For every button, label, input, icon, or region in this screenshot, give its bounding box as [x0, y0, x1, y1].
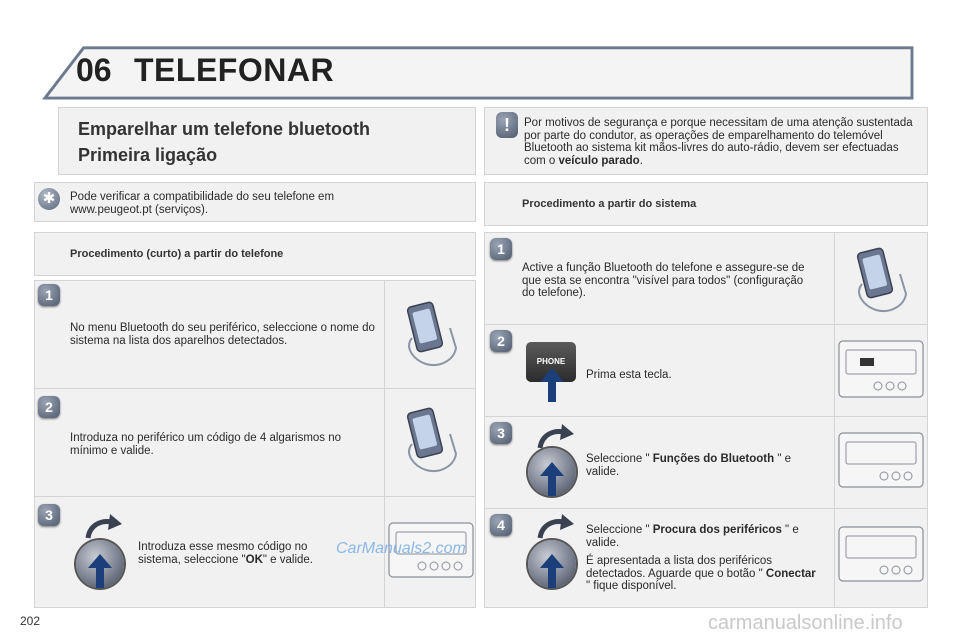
phone-key-icon: PHONE [526, 342, 576, 382]
intro-title-line1: Emparelhar um telefone bluetooth [78, 119, 371, 139]
step-divider [484, 324, 928, 325]
step-badge: 1 [38, 284, 60, 306]
step-text: Prima esta tecla. [586, 369, 672, 381]
bluetooth-functions-label: Funções do Bluetooth [652, 453, 775, 465]
step-text [586, 453, 822, 478]
chapter-number: 06 [76, 52, 112, 88]
warning-text-main: Por motivos de segurança e porque necessitam de uma atenção sustentada por parte do condutor, as operações de emparelhamento do telemóvel Bluetooth ao sistema kit mãos-livres do auto-rádio, devem ser efectuadas com o [524, 117, 913, 167]
ok-label: OK [245, 553, 263, 566]
step-text [138, 541, 338, 566]
step-divider [484, 416, 928, 417]
press-arrow-icon [540, 368, 564, 402]
watermark-bottom: carmanualsonline.info [708, 612, 903, 634]
rotate-arrow-icon [536, 514, 576, 540]
radio-unit-icon [838, 526, 924, 582]
step-text: No menu Bluetooth do seu periférico, seleccione o nome do sistema na lista dos aparelhos detectados. [70, 322, 375, 347]
warning-text-bold: veículo parado [558, 154, 640, 167]
phone-procedure-title: Procedimento (curto) a partir do telefone [70, 248, 284, 260]
step-text-end: " e valide. [586, 453, 791, 478]
step-text-main: Introduza esse mesmo código no sistema, seleccione " [138, 541, 308, 566]
step-badge: 2 [490, 330, 512, 352]
step-badge: 3 [38, 504, 60, 526]
step-text: Active a função Bluetooth do telefone e assegure-se de que esta se encontra "visível para todos" (configuração do telefone). [522, 262, 805, 299]
watermark-left: CarManuals2.com [336, 540, 466, 557]
warning-text [524, 117, 920, 167]
step-divider [34, 388, 476, 389]
step-text: Introduza no periférico um código de 4 algarismos no mínimo e valide. [70, 432, 342, 457]
smartphone-hand-icon [848, 244, 912, 316]
step-text-end: " e valide. [586, 524, 799, 549]
smartphone-hand-icon [398, 404, 462, 476]
chapter-title: TELEFONAR [134, 52, 335, 88]
connect-label: Conectar [765, 567, 816, 580]
illustration-column-divider [834, 232, 835, 608]
radio-unit-icon [838, 340, 924, 398]
step-extra-text [586, 555, 822, 593]
step-text [586, 524, 822, 549]
intro-title-line2: Primeira ligação [78, 145, 218, 165]
press-arrow-icon [540, 462, 564, 496]
step-extra-end: " fique disponível. [586, 580, 677, 592]
page-number: 202 [20, 614, 41, 628]
press-arrow-icon [88, 554, 112, 588]
illustration-column-divider [384, 280, 385, 608]
step-divider [34, 496, 476, 497]
step-extra-main: É apresentada a lista dos periféricos detectados. Aguarde que o botão " [586, 555, 773, 580]
smartphone-hand-icon [398, 298, 462, 370]
radio-unit-icon [838, 432, 924, 488]
device-search-label: Procura dos periféricos [652, 524, 782, 536]
rotate-arrow-icon [84, 514, 124, 540]
step-text-main: Seleccione " [586, 524, 653, 536]
system-procedure-title: Procedimento a partir do sistema [522, 198, 697, 210]
step-badge: 1 [490, 238, 512, 260]
step-badge: 3 [490, 422, 512, 444]
tip-text: Pode verificar a compatibilidade do seu telefone em www.peugeot.pt (serviços). [70, 191, 335, 216]
press-arrow-icon [540, 554, 564, 588]
warning-text-end: . [639, 154, 643, 167]
rotate-arrow-icon [536, 424, 576, 450]
step-badge: 2 [38, 396, 60, 418]
exclamation-icon: ! [496, 112, 518, 138]
step-divider [484, 508, 928, 509]
step-badge: 4 [490, 514, 512, 536]
step-text-end: " e valide. [262, 553, 314, 566]
step-text-main: Seleccione " [586, 453, 653, 465]
gear-icon: ✱ [38, 188, 60, 210]
